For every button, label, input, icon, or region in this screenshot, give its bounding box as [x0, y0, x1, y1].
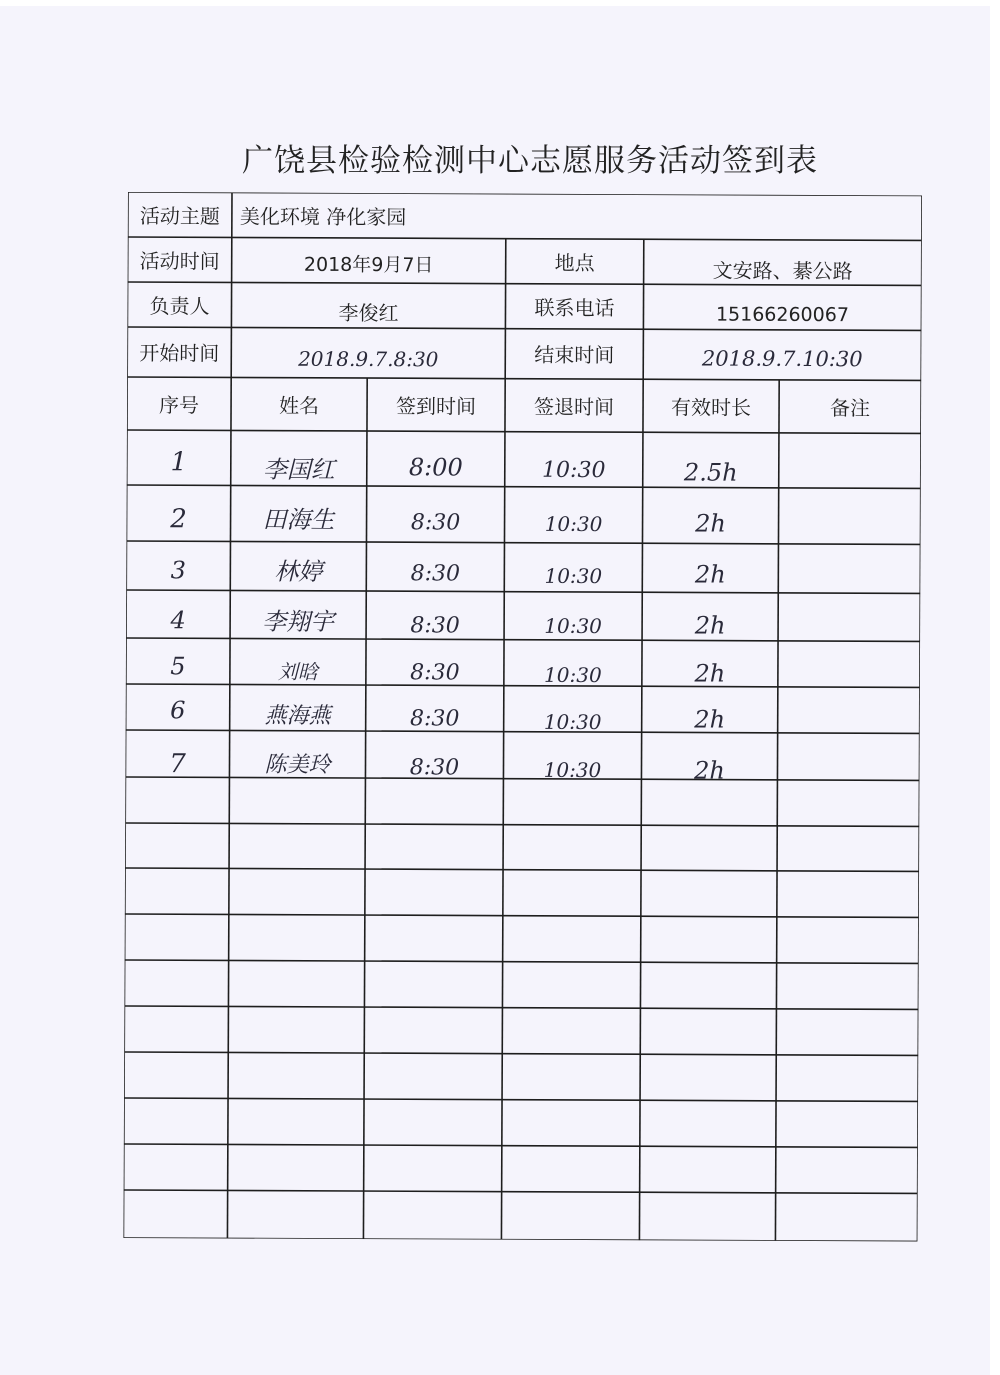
start-label: 开始时间 [139, 340, 220, 365]
person-value: 李俊红 [338, 300, 399, 326]
row-signout: 10:30 [544, 511, 603, 537]
row-no: 7 [169, 749, 186, 780]
row-duration: 2h [694, 659, 726, 688]
col-header-name: 姓名 [279, 393, 320, 418]
time-label: 活动时间 [139, 249, 220, 274]
place-value: 文安路、綦公路 [712, 258, 853, 284]
row-duration: 2h [694, 705, 726, 734]
row-name: 陈美玲 [264, 752, 331, 778]
col-header-remark: 备注 [830, 396, 871, 421]
row-signout: 10:30 [543, 709, 602, 735]
start-value-handwritten: 2018.9.7.8:30 [298, 346, 439, 372]
theme-label: 活动主题 [139, 204, 220, 229]
row-no: 2 [170, 504, 187, 535]
phone-label: 联系电话 [534, 295, 615, 321]
row-signin: 8:30 [410, 509, 461, 535]
end-label: 结束时间 [534, 342, 615, 367]
col-header-duration: 有效时长 [671, 395, 752, 420]
row-name: 李国红 [262, 455, 335, 484]
row-duration: 2h [694, 756, 725, 785]
row-signin: 8:00 [408, 453, 463, 482]
row-name: 李翔宇 [262, 607, 335, 636]
row-no: 3 [170, 556, 187, 585]
row-name: 燕海燕 [264, 703, 331, 729]
row-duration: 2h [694, 611, 726, 640]
col-header-signout: 签退时间 [534, 394, 615, 420]
row-signout: 10:30 [544, 613, 602, 639]
row-name: 林婷 [274, 557, 323, 586]
row-duration: 2.5h [683, 458, 738, 487]
row-signin: 8:30 [410, 612, 460, 638]
row-no: 4 [170, 606, 186, 635]
row-signin: 8:30 [410, 659, 460, 685]
row-no: 6 [170, 696, 186, 725]
row-name: 田海生 [262, 505, 335, 534]
row-name: 刘晗 [277, 659, 318, 684]
row-signout: 10:30 [544, 563, 603, 589]
scan-edge-right [990, 0, 1000, 1375]
row-signin: 8:30 [409, 754, 460, 780]
row-signout: 10:30 [544, 662, 602, 688]
col-header-signin: 签到时间 [396, 394, 477, 419]
row-signout: 10:30 [543, 757, 602, 783]
theme-value: 美化环境 净化家园 [239, 204, 407, 230]
row-no: 5 [170, 652, 186, 681]
row-duration: 2h [694, 560, 726, 589]
row-no: 1 [170, 447, 188, 478]
form-title: 广饶县检验检测中心志愿服务活动签到表 [242, 143, 818, 179]
row-signin: 8:30 [409, 705, 460, 731]
end-value-handwritten: 2018.9.7.10:30 [701, 346, 863, 372]
time-value: 2018年9月7日 [303, 253, 434, 277]
phone-value: 15166260067 [715, 303, 850, 326]
sign-in-sheet [123, 192, 922, 1241]
col-header-no: 序号 [159, 393, 200, 418]
scan-edge-top [0, 0, 1000, 6]
place-label: 地点 [554, 250, 595, 276]
row-signin: 8:30 [410, 560, 461, 586]
row-signout: 10:30 [542, 457, 606, 483]
row-duration: 2h [695, 509, 726, 538]
person-label: 负责人 [149, 294, 210, 319]
